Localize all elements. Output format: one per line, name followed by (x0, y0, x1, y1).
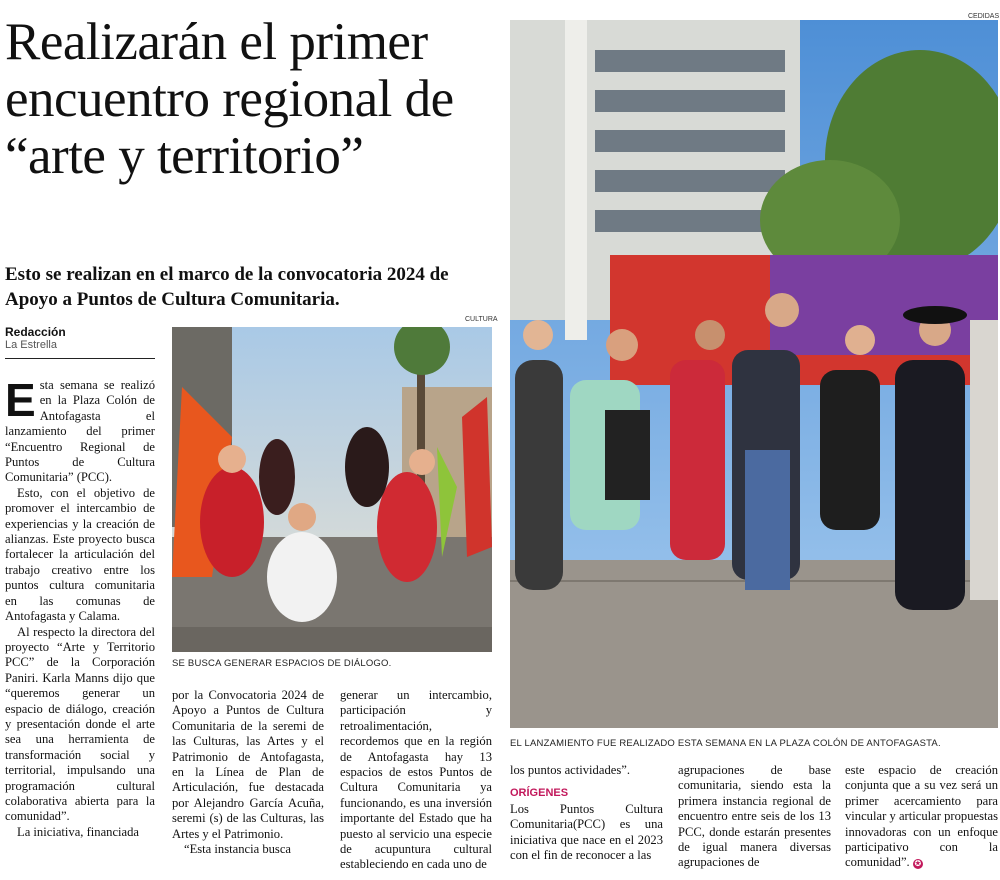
paragraph: “Esta instancia busca (184, 842, 292, 857)
column-3 (340, 688, 492, 873)
paragraph: los puntos actividades”. (510, 763, 630, 777)
paragraph: este espacio de creación conjunta que a su vez será un primer acercamiento para vincular y articular propuestas innovadoras con un enfoque participativo con la comunidad”. ✪ (845, 763, 998, 870)
end-mark-icon: ✪ (914, 858, 922, 868)
photo-credit-tag: CULTURA (465, 316, 498, 323)
paragraph: generar un intercambio, participación y retroalimentación, recordemos que en la región de Antofagasta hay 13 espacios de estos Puntos de Cultura Comunitaria ya funcionando, es una inversión importante del Estado que ha puesto al servicio una especie de acupuntura cultural estableciendo en cada uno de (340, 688, 492, 872)
photo1-caption: SE BUSCA GENERAR ESPACIOS DE DIÁLOGO. (172, 658, 392, 669)
column-4 (510, 763, 663, 863)
column-5 (678, 763, 831, 871)
dropcap: E (5, 374, 36, 426)
byline-author: Redacción (5, 325, 66, 339)
byline-outlet: La Estrella (5, 339, 57, 351)
photo2-caption: EL LANZAMIENTO FUE REALIZADO ESTA SEMANA EN LA PLAZA COLÓN DE ANTOFAGASTA. (510, 738, 941, 749)
byline (5, 325, 155, 351)
paragraph: La iniciativa, financiada (17, 824, 140, 839)
paragraph: Esto, con el objetivo de promover el intercambio de experiencias y la creación de alianzas. Este proyecto busca fortalecer la articulación del trabajo creativo entre los puntos cultura comunitaria en las comunas de Antofagasta y Calama. (5, 485, 155, 624)
column-1 (5, 374, 155, 840)
paragraph: por la Convocatoria 2024 de Apoyo a Puntos de Cultura Comunitaria de la seremi de las Culturas, las Artes y el Patrimonio de Antofagasta, en la Línea de Plan de Articulación, fue destacada por Alejandro García Acuña, seremi (s) de las Culturas, las Artes y el Patrimonio. (172, 688, 324, 841)
deck-subtitle: Esto se realizan en el marco de la convocatoria 2024 de Apoyo a Puntos de Cultura Comunitaria. (5, 264, 449, 310)
paragraph: Los Puntos Cultura Comunitaria(PCC) es una iniciativa que nace en el 2023 con el fin de reconocer a las (510, 801, 663, 863)
photo-street-performers (172, 327, 492, 652)
paragraph: Al respecto la directora del proyecto “Arte y Territorio PCC” de la Corporación Paniri. Karla Manns dijo que “queremos generar un espacio de diálogo, creación y presentación donde el arte sea una herramienta de transformación social y territorial, impulsando una programación cultural colaborativa abierta para la comunidad”. (5, 624, 155, 824)
paragraph: agrupaciones de base comunitaria, siendo esta la primera instancia regional de encuentro entre seis de los 13 PCC, donde estarán presentes de igual manera diversas agrupaciones de (678, 763, 831, 870)
paragraph: Esta semana se realizó en la Plaza Colón de Antofagasta el lanzamiento del primer “Encuentro Regional de Puntos de Cultura Comunitaria” (PCC). (5, 374, 155, 485)
headline: Realizarán el primer encuentro regional de “arte y territorio” (5, 13, 454, 185)
column-6 (845, 763, 998, 871)
column-2 (172, 688, 324, 857)
photo-credit-tag: CEDIDAS (968, 13, 1000, 20)
photo-launch-group (510, 20, 998, 728)
section-heading-origenes: ORÍGENES (510, 787, 569, 800)
byline-divider (5, 358, 155, 359)
